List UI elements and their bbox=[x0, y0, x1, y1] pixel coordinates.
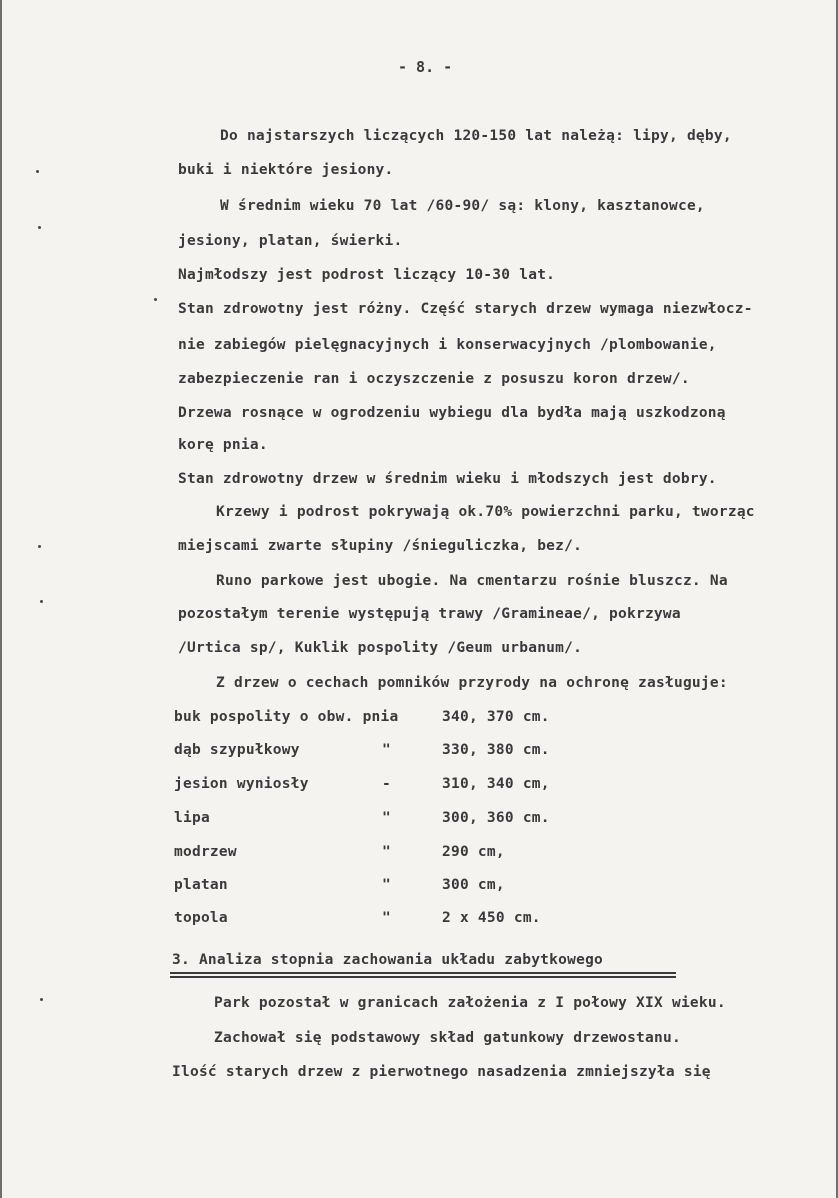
ditto-mark: " bbox=[382, 877, 391, 893]
heading-underline bbox=[170, 972, 676, 974]
tree-name: dąb szypułkowy bbox=[174, 742, 300, 758]
ditto-mark: " bbox=[382, 810, 391, 826]
text-line: Runo parkowe jest ubogie. Na cmentarzu rośnie bluszcz. Na bbox=[216, 573, 728, 589]
text-line: W średnim wieku 70 lat /60-90/ są: klony, kasztanowce, bbox=[220, 198, 705, 214]
tree-name: platan bbox=[174, 877, 228, 893]
text-line: Krzewy i podrost pokrywają ok.70% powierzchni parku, tworząc bbox=[216, 504, 755, 520]
text-line: zabezpieczenie ran i oczyszczenie z posuszu koron drzew/. bbox=[178, 371, 690, 387]
margin-speck bbox=[40, 998, 43, 1001]
tree-girth: 310, 340 cm, bbox=[442, 776, 550, 792]
page-number: - 8. - bbox=[398, 58, 453, 76]
text-line: jesiony, platan, świerki. bbox=[178, 233, 403, 249]
margin-speck bbox=[36, 170, 39, 173]
margin-speck bbox=[38, 226, 41, 229]
ditto-mark: " bbox=[382, 910, 391, 926]
tree-name: jesion wyniosły bbox=[174, 776, 309, 792]
tree-name: lipa bbox=[174, 810, 210, 826]
text-line: Ilość starych drzew z pierwotnego nasadzenia zmniejszyła się bbox=[172, 1064, 711, 1080]
ditto-mark: " bbox=[382, 844, 391, 860]
ditto-mark: - bbox=[382, 776, 391, 792]
text-line: pozostałym terenie występują trawy /Gramineae/, pokrzywa bbox=[178, 606, 681, 622]
text-line: nie zabiegów pielęgnacyjnych i konserwacyjnych /plombowanie, bbox=[178, 337, 717, 353]
text-line: Z drzew o cechach pomników przyrody na ochronę zasługuje: bbox=[216, 675, 728, 691]
tree-name: topola bbox=[174, 910, 228, 926]
tree-name: buk pospolity o obw. pnia bbox=[174, 709, 399, 725]
tree-girth: 290 cm, bbox=[442, 844, 505, 860]
tree-girth: 300 cm, bbox=[442, 877, 505, 893]
tree-girth: 330, 380 cm. bbox=[442, 742, 550, 758]
text-line: buki i niektóre jesiony. bbox=[178, 162, 394, 178]
text-line: Stan zdrowotny jest różny. Część starych drzew wymaga niezwłocz- bbox=[178, 301, 753, 317]
tree-girth: 300, 360 cm. bbox=[442, 810, 550, 826]
text-line: Park pozostał w granicach założenia z I połowy XIX wieku. bbox=[214, 995, 726, 1011]
tree-girth: 340, 370 cm. bbox=[442, 709, 550, 725]
margin-speck bbox=[38, 545, 41, 548]
text-line: korę pnia. bbox=[178, 437, 268, 453]
text-line: /Urtica sp/, Kuklik pospolity /Geum urbanum/. bbox=[178, 640, 583, 656]
tree-name: modrzew bbox=[174, 844, 237, 860]
margin-speck bbox=[40, 600, 43, 603]
tree-girth: 2 x 450 cm. bbox=[442, 910, 541, 926]
text-line: Zachował się podstawowy skład gatunkowy drzewostanu. bbox=[214, 1030, 681, 1046]
text-line: Drzewa rosnące w ogrodzeniu wybiegu dla bydła mają uszkodzoną bbox=[178, 405, 726, 421]
text-line: Najmłodszy jest podrost liczący 10-30 lat. bbox=[178, 267, 556, 283]
text-line: Do najstarszych liczących 120-150 lat należą: lipy, dęby, bbox=[220, 128, 732, 144]
text-line: Stan zdrowotny drzew w średnim wieku i młodszych jest dobry. bbox=[178, 471, 717, 487]
margin-speck bbox=[154, 298, 157, 301]
section-heading: 3. Analiza stopnia zachowania układu zabytkowego bbox=[172, 952, 604, 968]
text-line: miejscami zwarte słupiny /śnieguliczka, bez/. bbox=[178, 538, 583, 554]
heading-underline bbox=[170, 976, 676, 978]
document-page bbox=[2, 0, 836, 1198]
ditto-mark: " bbox=[382, 742, 391, 758]
